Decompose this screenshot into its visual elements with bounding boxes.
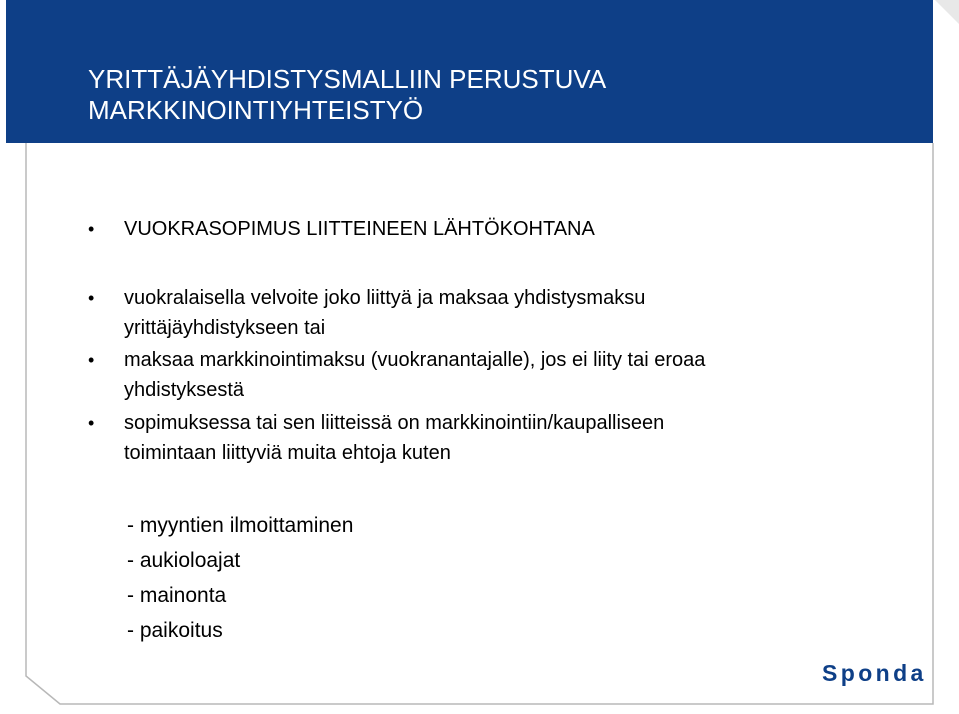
bullet-line: yhdistyksestä	[124, 379, 245, 401]
title-line-2: MARKKINOINTIYHTEISTYÖ	[88, 95, 424, 125]
sub-item: - aukioloajat	[127, 549, 241, 572]
sub-item: - myyntien ilmoittaminen	[127, 514, 354, 537]
title-line-1: YRITTÄJÄYHDISTYSMALLIIN PERUSTUVA	[88, 64, 607, 94]
bullet-line: maksaa markkinointimaksu (vuokranantajalle), jos ei liity tai eroaa	[124, 349, 706, 371]
bullet-line: toimintaan liittyviä muita ehtoja kuten	[124, 442, 451, 464]
sub-item: - paikoitus	[127, 619, 223, 642]
sub-item: - mainonta	[127, 584, 227, 607]
bullet-line: vuokralaisella velvoite joko liittyä ja maksaa yhdistysmaksu	[124, 287, 646, 309]
slide-title	[88, 64, 868, 126]
bullet-dot-icon: •	[88, 350, 95, 370]
sponda-logo: Sponda	[822, 660, 927, 686]
heading-bullet	[88, 214, 824, 244]
bullet-item	[88, 345, 824, 405]
sub-item-list	[127, 508, 353, 648]
bullet-line: yrittäjäyhdistykseen tai	[124, 317, 326, 339]
corner-shadow	[935, 0, 959, 24]
heading-bullet-text: VUOKRASOPIMUS LIITTEINEEN LÄHTÖKOHTANA	[124, 218, 595, 240]
bullet-item	[88, 408, 824, 468]
bullet-line: sopimuksessa tai sen liitteissä on markkinointiin/kaupalliseen	[124, 412, 665, 434]
bullet-dot-icon: •	[88, 288, 95, 308]
bullet-dot-icon: •	[88, 219, 95, 239]
bullet-dot-icon: •	[88, 413, 95, 433]
bullet-item	[88, 283, 824, 343]
